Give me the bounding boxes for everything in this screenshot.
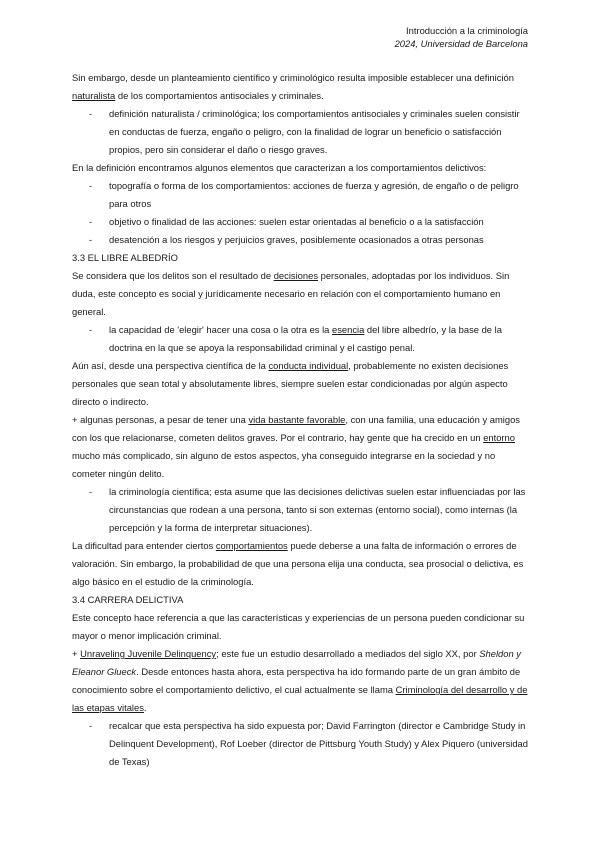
- underlined-term: Criminología del desarrollo y de las etapas vitales: [72, 684, 528, 713]
- elements-intro: En la definición encontramos algunos elementos que caracterizan a los comportamientos delictivos:: [72, 162, 487, 173]
- sec34-paragraph-1: Este concepto hace referencia a que las características y experiencias de un persona pueden condicionar su mayor o menor implicación criminal.: [72, 612, 525, 641]
- sec34-paragraph-2: [72, 645, 528, 717]
- sec33-paragraph-2: [72, 357, 528, 411]
- bullet-dash: -: [89, 486, 93, 497]
- bullet-dash: -: [89, 216, 93, 227]
- intro-underlined: naturalista: [72, 90, 116, 101]
- page-header: [395, 24, 528, 50]
- underlined-term: Unraveling Juvenile Delinquency: [80, 648, 217, 659]
- text: del libre albedrío, y la base de la doctrina en la que se apoya la responsabilidad criminal y el castigo penal.: [109, 324, 502, 353]
- underlined-term: comportamientos: [215, 540, 288, 551]
- text: la criminología científica; esta asume que las decisiones delictivas suelen estar influenciadas por las circunstancias que rodean a una persona, tanto si son externas (entorno social), como internas (la percepción y la forma de interpretar situaciones).: [109, 486, 526, 533]
- text: personales, adoptadas por los individuos. Sin duda, este concepto es social y jurídicamente necesario en relación con el comportamiento humano en general.: [72, 270, 510, 317]
- text: + algunas personas, a pesar de tener una: [72, 414, 249, 425]
- text: ; este fue un estudio desarrollado a mediados del siglo XX, por: [216, 648, 480, 659]
- text: , probablemente no existen decisiones personales que sean total y absolutamente libres, siempre suelen estar condicionadas por algún aspecto directo o indirecto.: [72, 360, 509, 407]
- text: .: [143, 702, 147, 713]
- bullet-text: definición naturalista / criminológica; los comportamientos antisociales y criminales suelen consistir en conductas de fuerza, engaño o peligro, con la finalidad de lograr un beneficio o satisfacción propios, pero sin considerar el daño o riesgo graves.: [109, 108, 520, 155]
- section-heading-3-3: 3.3 EL LIBRE ALBEDRÍO: [72, 252, 178, 263]
- text: mucho más complicado, sin alguno de estos aspectos, yha conseguido integrarse en la sociedad y no cometer ningún delito.: [72, 450, 496, 479]
- sec33-bullet-1: [72, 321, 528, 357]
- sec33-bullet-2: [72, 483, 528, 537]
- bullet-dash: -: [89, 108, 93, 119]
- underlined-term: decisiones: [273, 270, 319, 281]
- text: +: [72, 648, 81, 659]
- document-body: [72, 69, 528, 771]
- text: La dificultad para entender ciertos: [72, 540, 216, 551]
- sec33-paragraph-3: [72, 411, 528, 483]
- sec34-bullet-1: [72, 717, 528, 771]
- intro-paragraph: [72, 69, 528, 105]
- underlined-term: entorno: [483, 432, 515, 443]
- sec33-paragraph-1: [72, 267, 528, 321]
- underlined-term: vida bastante favorable: [248, 414, 346, 425]
- bullet-dash: -: [89, 720, 93, 731]
- italic-names: Sheldon y Eleanor Glueck: [72, 648, 521, 677]
- element-item: [72, 213, 528, 231]
- bullet-dash: -: [89, 234, 93, 245]
- element-text: desatención a los riesgos y perjuicios graves, posiblemente ocasionados a otras personas: [109, 234, 484, 245]
- section-heading-3-4: 3.4 CARRERA DELICTIVA: [72, 594, 184, 605]
- text: puede deberse a una falta de información o errores de valoración. Sin embargo, la probabilidad de que una persona elija una conducta, sea prosocial o delictiva, es algo básico en el estudio de la criminología.: [72, 540, 524, 587]
- text: recalcar que esta perspectiva ha sido expuesta por; David Farrington (director e Cambridge Study in Delinquent Development), Rof Loeber (director de Pittsburg Youth Study) y Alex Piquero (universidad de Texas): [109, 720, 528, 767]
- element-item: [72, 231, 528, 249]
- underlined-term: esencia: [332, 324, 365, 335]
- bullet-dash: -: [89, 324, 93, 335]
- element-text: topografía o forma de los comportamientos: acciones de fuerza y agresión, de engaño o de peligro para otros: [109, 180, 519, 209]
- header-subtitle: 2024, Universidad de Barcelona: [394, 38, 528, 49]
- sec33-paragraph-4: [72, 537, 528, 591]
- element-item: [72, 177, 528, 213]
- text: , con una familia, una educación y amigos con los que relacionarse, cometen delitos graves. Por el contrario, hay gente que ha crecido en un: [72, 414, 520, 443]
- bullet-naturalista: [72, 105, 528, 159]
- header-title: Introducción a la criminología: [406, 25, 528, 36]
- text: . Desde entonces hasta ahora, esta perspectiva ha ido formando parte de un gran ámbito de conocimiento sobre el comportamiento delictivo, el cual actualmente se llama: [72, 666, 521, 695]
- text: Aún así, desde una perspectiva científica de la: [72, 360, 269, 371]
- text: la capacidad de 'elegir' hacer una cosa o la otra es la: [109, 324, 332, 335]
- text: Se considera que los delitos son el resultado de: [72, 270, 274, 281]
- intro-text-b: de los comportamientos antisociales y criminales.: [115, 90, 324, 101]
- bullet-dash: -: [89, 180, 93, 191]
- underlined-term: conducta individual: [268, 360, 349, 371]
- intro-text-a: Sin embargo, desde un planteamiento científico y criminológico resulta imposible establecer una definición: [72, 72, 514, 83]
- element-text: objetivo o finalidad de las acciones: suelen estar orientadas al beneficio o a la satisfacción: [109, 216, 484, 227]
